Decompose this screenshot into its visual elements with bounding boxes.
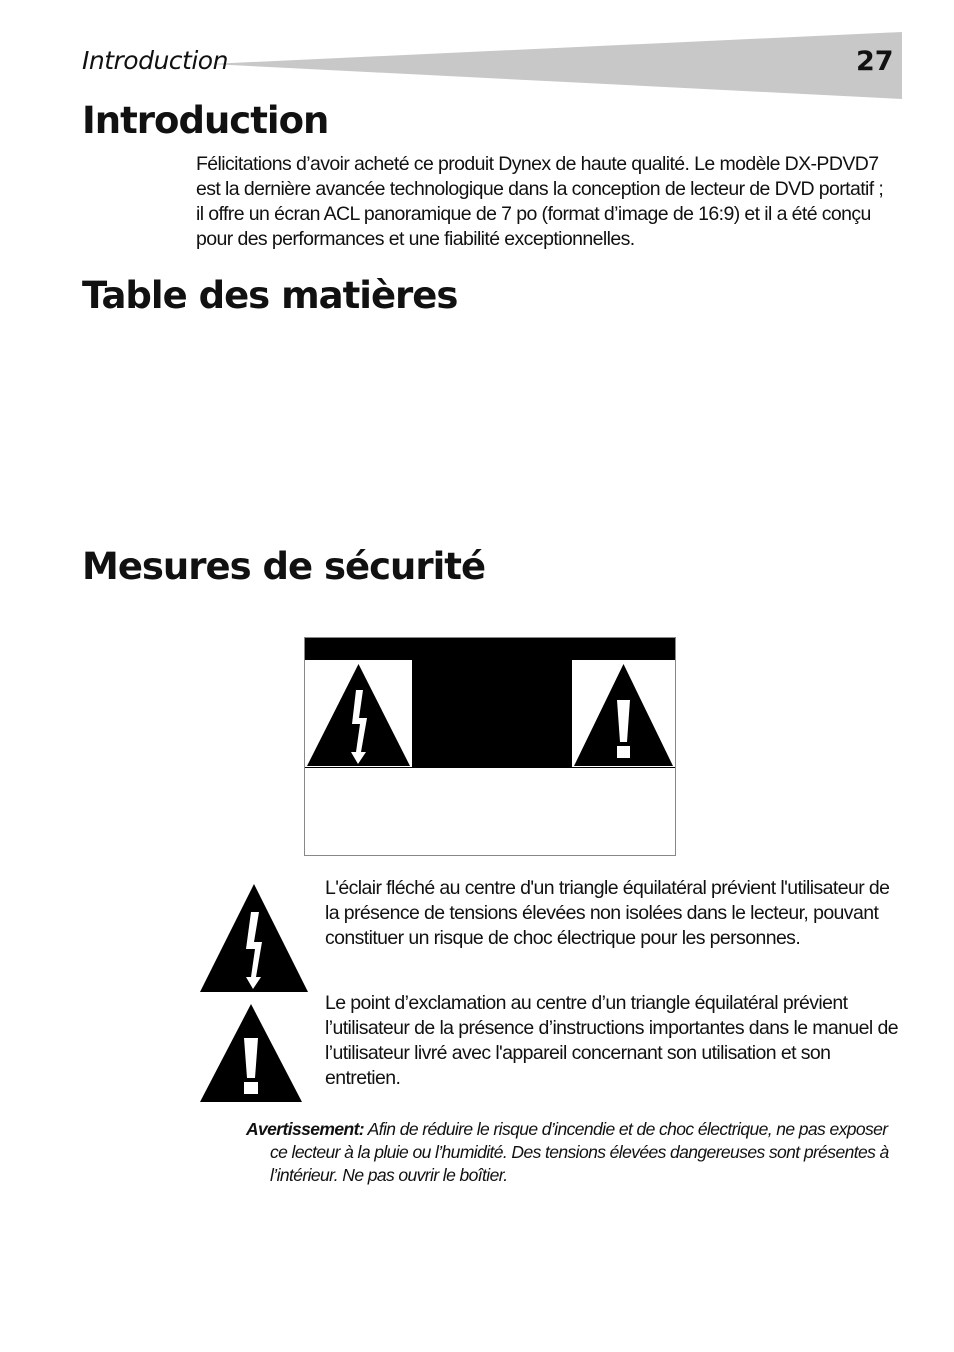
page-number: 27 [856, 46, 894, 77]
exclamation-symbol-description: Le point d’exclamation au centre d’un triangle équilatéral prévient l’utilisateur de la présence d’instructions importantes dans le manuel de l’utilisateur livré avec l'appareil concernant son utilisation et son entretien. [325, 992, 898, 1089]
lightning-symbol-description: L'éclair fléché au centre d'un triangle équilatéral prévient l'utilisateur de la présence de tensions élevées non isolées dans le lecteur, pouvant constituer un risque de choc électrique pour les personnes. [325, 877, 890, 949]
warning-note-label: Avertissement: [246, 1119, 365, 1139]
exclamation-triangle-icon [572, 660, 675, 768]
warning-note [246, 1118, 890, 1187]
caution-label-box [304, 637, 676, 856]
caution-label-center-panel [412, 660, 572, 768]
caution-label-header [305, 638, 675, 660]
warning-note-text: Afin de réduire le risque d’incendie et de choc électrique, ne pas exposer ce lecteur à la pluie ou l’humidité. Des tensions élevées dangereuses sont présentes à l’intérieur. Ne pas ouvrir le boîtier. [270, 1119, 889, 1185]
exclamation-triangle-icon [199, 1002, 303, 1104]
lightning-triangle-icon [305, 660, 412, 768]
running-head: Introduction [82, 46, 228, 75]
section-title-introduction: Introduction [82, 99, 329, 142]
section-title-safety: Mesures de sécurité [82, 545, 486, 588]
lightning-triangle-icon [199, 882, 309, 994]
section-title-toc: Table des matières [82, 274, 458, 317]
introduction-paragraph: Félicitations d’avoir acheté ce produit Dynex de haute qualité. Le modèle DX-PDVD7 est la dernière avancée technologique dans la conception de lecteur de DVD portatif ; il offre un écran ACL panoramique de 7 po (format d’image de 16:9) et il a été conçu pour des performances et une fiabilité exceptionnelles. [196, 153, 884, 250]
header-band [210, 32, 902, 99]
